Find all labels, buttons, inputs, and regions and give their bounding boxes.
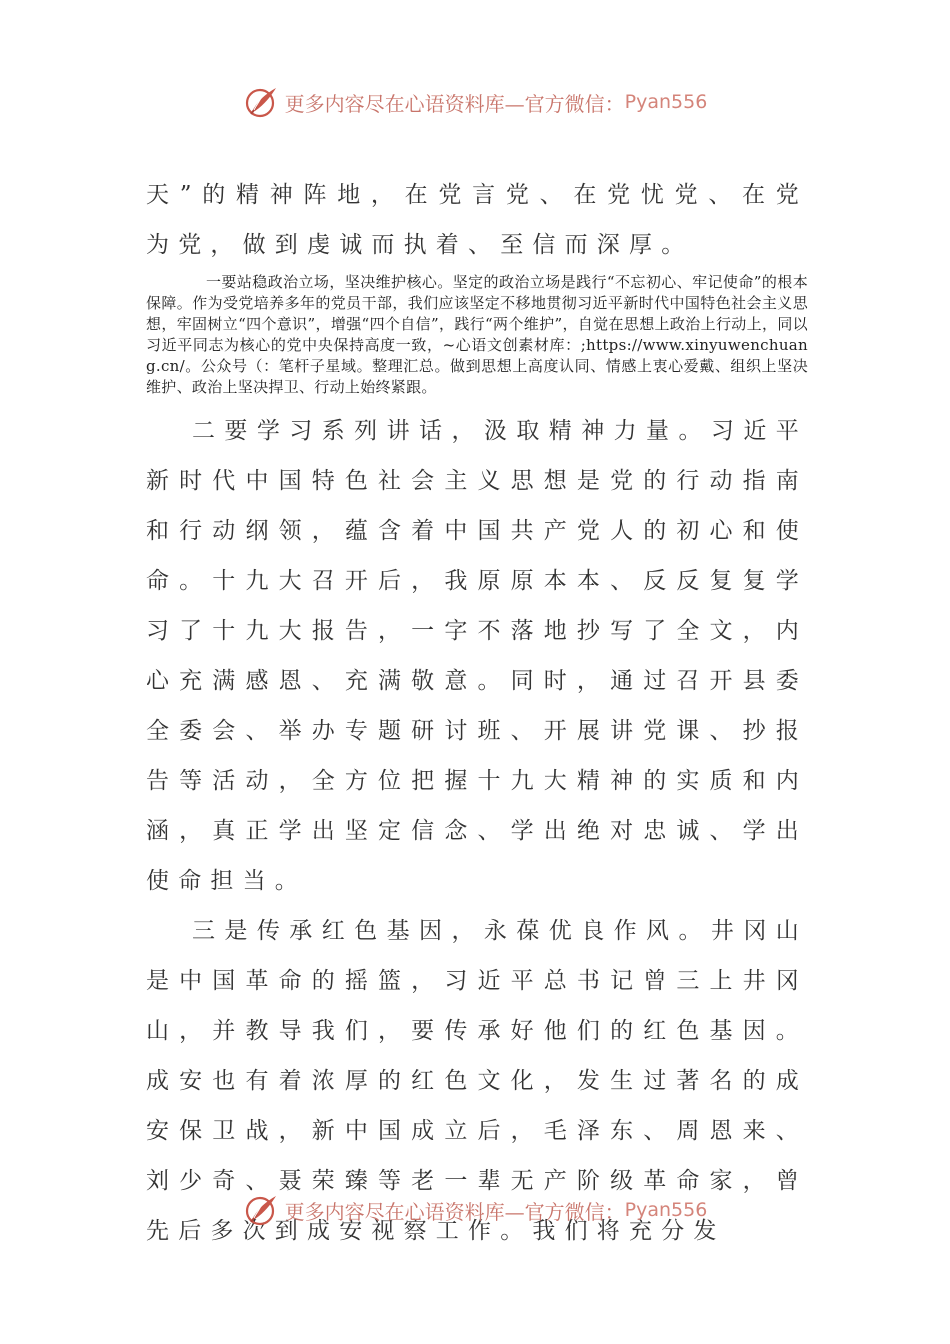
header-banner xyxy=(0,84,950,124)
document-body xyxy=(146,170,808,1256)
banner-text: 更多内容尽在心语资料库—官方微信： xyxy=(284,91,625,116)
paragraph-red-gene: 三是传承红色基因，永葆优良作风。井冈山是中国革命的摇篮，习近平总书记曾三上井冈山，并教导我们，要传承好他们的红色基因。成安也有着浓厚的红色文化，发生过著名的成安保卫战，新中国成立后，毛泽东、周恩来、刘少奇、聂荣臻等老一辈无产阶级革命家，曾先后多次到成安视察工作。我们将充分发 xyxy=(146,918,808,1244)
wechat-handle: Pyan556 xyxy=(624,91,708,113)
paragraph-continuation: 天”的精神阵地，在党言党、在党忧党、在党为党，做到虔诚而执着、至信而深厚。 xyxy=(146,182,808,258)
banner-text: 更多内容尽在心语资料库—官方微信： xyxy=(284,1199,625,1224)
quill-logo-icon xyxy=(243,84,279,120)
paragraph-study-speeches: 二要学习系列讲话，汲取精神力量。习近平新时代中国特色社会主义思想是党的行动指南和行动纲领，蕴含着中国共产党人的初心和使命。十九大召开后，我原原本本、反反复复学习了十九大报告，一字不落地抄写了全文，内心充满感恩、充满敬意。同时，通过召开县委全委会、举办专题研讨班、开展讲党课、抄报告等活动，全方位把握十九大精神的实质和内涵，真正学出坚定信念、学出绝对忠诚、学出使命担当。 xyxy=(146,418,808,894)
wechat-handle: Pyan556 xyxy=(624,1199,708,1221)
quill-logo-icon xyxy=(243,1192,279,1228)
paragraph-political-stance: 一要站稳政治立场，坚决维护核心。坚定的政治立场是践行“不忘初心、牢记使命”的根本保障。作为受党培养多年的党员干部，我们应该坚定不移地贯彻习近平新时代中国特色社会主义思想，牢固树立“四个意识”，增强“四个自信”，践行“两个维护”，自觉在思想上政治上行动上，同以习近平同志为核心的党中央保持高度一致，~心语文创素材库：;https://www.xinyuwenchuang.cn/。公众号（：笔杆子星域。整理汇总。做到思想上高度认同、情感上衷心爱戴、组织上坚决维护、政治上坚决捍卫、行动上始终紧跟。 xyxy=(146,273,808,396)
footer-banner xyxy=(0,1192,950,1232)
